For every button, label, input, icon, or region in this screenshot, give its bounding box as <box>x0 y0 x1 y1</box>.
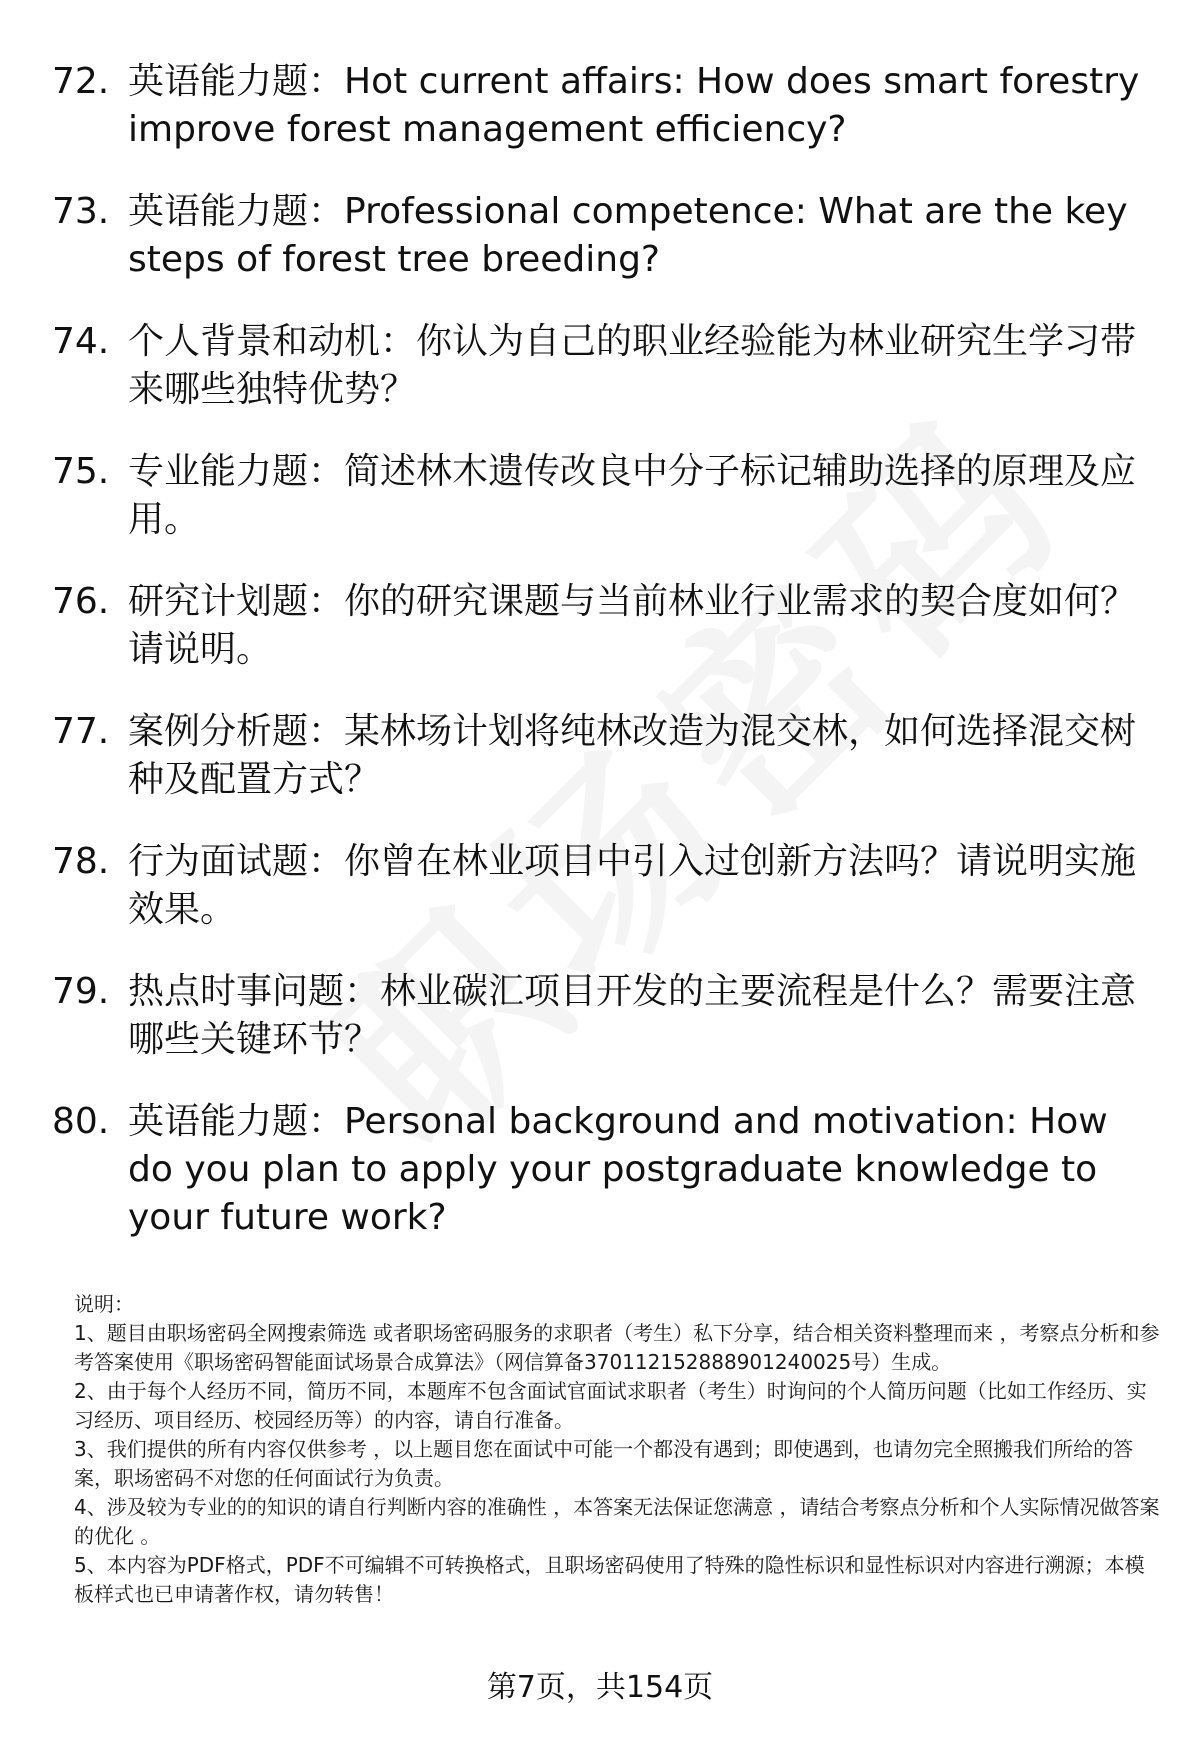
question-text: 研究计划题：你的研究课题与当前林业行业需求的契合度如何？请说明。 <box>128 581 1137 670</box>
question-number: 74. <box>52 321 110 362</box>
note-item: 5、本内容为PDF格式，PDF不可编辑不可转换格式，且职场密码使用了特殊的隐性标识和显性标识对内容进行溯源；本模板样式也已申请著作权，请勿转售！ <box>74 1553 1145 1606</box>
question-item <box>52 448 1152 544</box>
question-number: 77. <box>52 711 110 752</box>
note-item: 4、涉及较为专业的的知识的请自行判断内容的准确性 ，本答案无法保证您满意 ，请结合考察点分析和个人实际情况做答案的优化 。 <box>74 1495 1160 1548</box>
question-text: 专业能力题：简述林木遗传改良中分子标记辅助选择的原理及应用。 <box>128 451 1137 540</box>
question-item <box>52 58 1152 154</box>
question-number: 72. <box>52 61 110 102</box>
question-item <box>52 1098 1152 1242</box>
question-text: 行为面试题：你曾在林业项目中引入过创新方法吗？请说明实施效果。 <box>128 841 1137 930</box>
note-item: 1、题目由职场密码全网搜索筛选 或者职场密码服务的求职者（考生）私下分享，结合相关资料整理而来 ，考察点分析和参考答案使用《职场密码智能面试场景合成算法》（网信算备370112152888901240025号）生成。 <box>74 1321 1160 1374</box>
question-number: 75. <box>52 451 110 492</box>
question-text: 个人背景和动机：你认为自己的职业经验能为林业研究生学习带来哪些独特优势？ <box>128 321 1137 410</box>
question-text: 热点时事问题：林业碳汇项目开发的主要流程是什么？需要注意哪些关键环节？ <box>128 971 1137 1060</box>
question-text: 英语能力题：Personal background and motivation: How do you plan to apply your postgraduate knowledge to your future work? <box>128 1101 1108 1238</box>
question-item <box>52 838 1152 934</box>
question-list <box>52 58 1152 1276</box>
question-item <box>52 318 1152 414</box>
question-item <box>52 708 1152 804</box>
notes-title: 说明： <box>74 1292 134 1316</box>
question-number: 76. <box>52 581 110 622</box>
page-number: 第7页，共154页 <box>486 1670 714 1705</box>
question-number: 79. <box>52 971 110 1012</box>
question-item <box>52 188 1152 284</box>
question-text: 案例分析题：某林场计划将纯林改造为混交林，如何选择混交树种及配置方式？ <box>128 711 1137 800</box>
question-text: 英语能力题：Hot current affairs: How does smart forestry improve forest management efficiency? <box>128 61 1140 150</box>
question-item <box>52 968 1152 1064</box>
notes-section <box>74 1290 1164 1609</box>
question-number: 80. <box>52 1101 110 1142</box>
note-item: 3、我们提供的所有内容仅供参考 ，以上题目您在面试中可能一个都没有遇到；即使遇到，也请勿完全照搬我们所给的答案，职场密码不对您的任何面试行为负责。 <box>74 1437 1134 1490</box>
question-item <box>52 578 1152 674</box>
question-number: 78. <box>52 841 110 882</box>
note-item: 2、由于每个人经历不同，简历不同，本题库不包含面试官面试求职者（考生）时询问的个人简历问题（比如工作经历、实习经历、项目经历、校园经历等）的内容，请自行准备。 <box>74 1379 1147 1432</box>
question-text: 英语能力题：Professional competence: What are the key steps of forest tree breeding? <box>128 191 1128 280</box>
question-number: 73. <box>52 191 110 232</box>
